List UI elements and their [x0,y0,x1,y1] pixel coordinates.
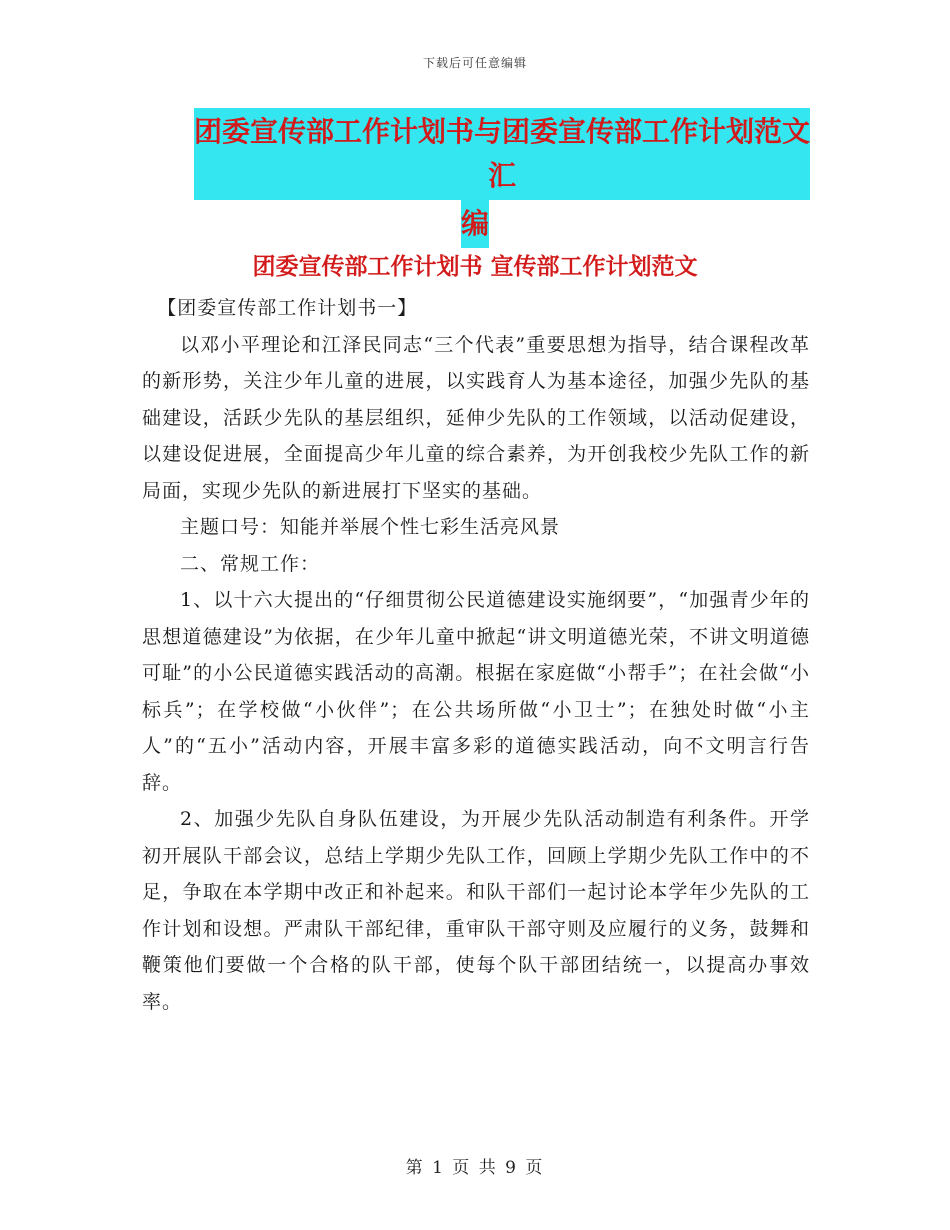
body-paragraph: 2、加强少先队自身队伍建设，为开展少先队活动制造有利条件。开学初开展队干部会议，总结上学期少先队工作，回顾上学期少先队工作中的不足，争取在本学期中改正和补起来。和队干部们一起讨论本学年少先队的工作计划和设想。严肃队干部纪律，重审队干部守则及应履行的义务，鼓舞和鞭策他们要做一个合格的队干部，使每个队干部团结统一，以提高办事效率。 [142,808,810,1013]
section-heading: 【团委宣传部工作计划书一】 [157,297,418,319]
page-number: 第 1 页 共 9 页 [405,1158,545,1178]
theme-slogan: 主题口号：知能并举展个性七彩生活亮风景 [180,516,561,538]
document-title [140,108,810,248]
page-header-note: 下载后可任意编辑 [422,56,527,70]
body-paragraph: 1、以十六大提出的“仔细贯彻公民道德建设实施纲要”，“加强青少年的思想道德建设”为依据，在少年儿童中掀起“讲文明道德光荣，不讲文明道德可耻”的小公民道德实践活动的高潮。根据在家庭做“小帮手”；在社会做“小标兵”；在学校做“小伙伴”；在公共场所做“小卫士”；在独处时做“小主人”的“五小”活动内容，开展丰富多彩的道德实践活动，向不文明言行告辞。 [142,589,810,794]
body-paragraph: 以邓小平理论和江泽民同志“三个代表”重要思想为指导，结合课程改革的新形势，关注少年儿童的进展，以实践育人为基本途径，加强少先队的基础建设，活跃少先队的基层组织，延伸少先队的工作领域，以活动促建设，以建设促进展，全面提高少年儿童的综合素养，为开创我校少先队工作的新局面，实现少先队的新进展打下坚实的基础。 [142,333,810,502]
document-title-line1: 团委宣传部工作计划书与团委宣传部工作计划范文汇 [194,108,810,200]
document-body [142,290,810,1020]
document-subtitle: 团委宣传部工作计划书 宣传部工作计划范文 [252,254,698,280]
section-heading: 二、常规工作： [180,552,321,575]
document-title-line2: 编 [461,200,489,248]
